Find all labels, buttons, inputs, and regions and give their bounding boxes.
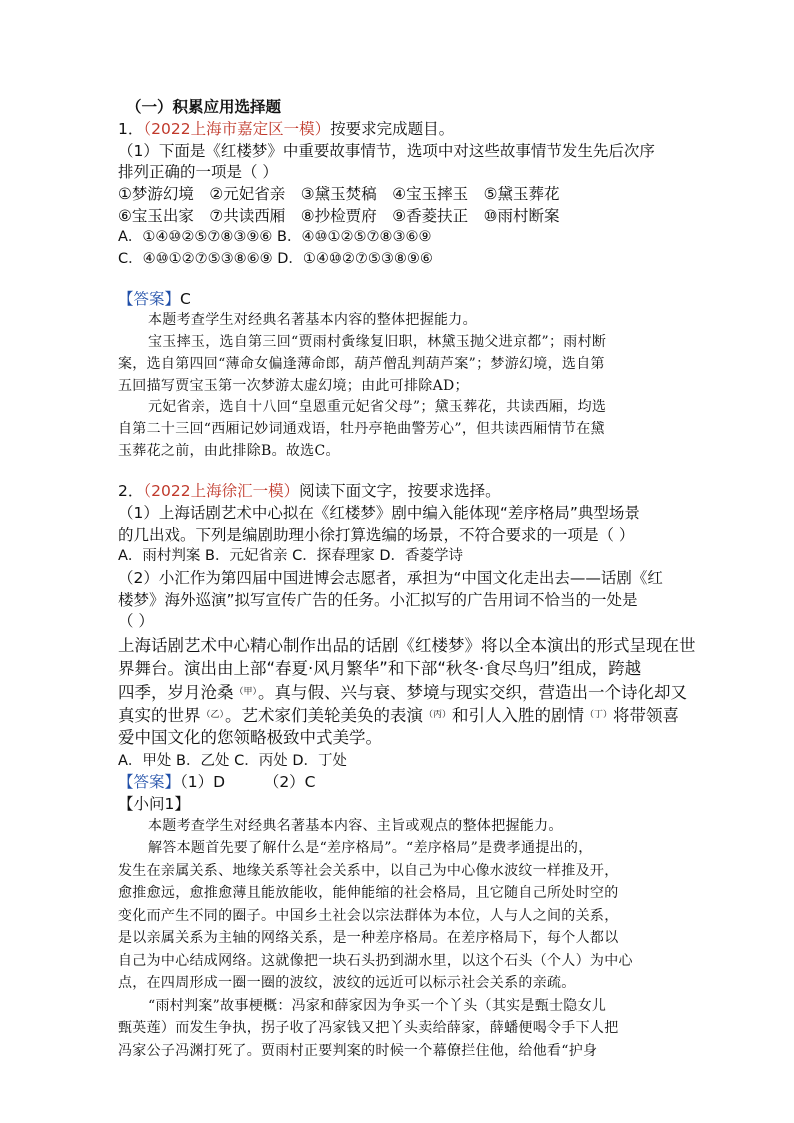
q2-answer: [118, 771, 316, 793]
q2-analysis-line: “雨村判案”故事梗概：冯家和薛家因为争买一个丫头（其实是甄士隐女儿: [148, 998, 607, 1014]
q2-ad-text: 。真与假、兴与衰、梦境与现实交织，营造出一个诗化却又: [258, 683, 688, 702]
q1-analysis-line: 五回描写贾宝玉第一次梦游太虚幻境；由此可排除AD；: [118, 378, 469, 394]
q2-sub2-line1: （2）小汇作为第四届中国进博会志愿者，承担为“中国文化走出去——话剧《红: [118, 569, 663, 587]
q2-answer-label: 【答案】: [118, 773, 181, 791]
q1-events-row1: ①梦游幻境 ②元妃省亲 ③黛玉焚稿 ④宝玉摔玉 ⑤黛玉葬花: [118, 185, 560, 203]
q1-source: （2022上海市嘉定区一模）: [143, 120, 331, 138]
q2-sub1-line2: 的几出戏。下列是编剧助理小徐打算选编的场景，不符合要求的一项是（ ）: [118, 526, 635, 544]
q2-ad-line5: 爱中国文化的您领略极致中式美学。: [118, 728, 382, 747]
q2-ad-text: 和引人入胜的剧情: [452, 706, 585, 725]
q1-analysis-line: 宝玉摔玉，选自第三回“贾雨村夤缘复旧职，林黛玉抛父进京都”；雨村断: [148, 334, 607, 350]
q1-heading: [118, 118, 454, 140]
q2-ad-line2: 界舞台。演出由上部“春夏·风月繁华”和下部“秋冬·食尽鸟归”组成，跨越: [118, 659, 642, 678]
q2-analysis-line: 解答本题首先要了解什么是“差序格局”。“差序格局”是费孝通提出的，: [148, 840, 593, 856]
q1-number: 1．: [118, 120, 144, 138]
q2-source: （2022上海徐汇一模）: [143, 482, 300, 500]
q1-answer-label: 【答案】: [118, 290, 181, 308]
q1-sub1-line1: （1）下面是《红楼梦》中重要故事情节，选项中对这些故事情节发生先后次序: [118, 142, 655, 160]
q2-analysis-line: 冯家公子冯渊打死了。贾雨村正要判案的时候一个幕僚拦住他，给他看“护身: [118, 1043, 598, 1059]
q1-events-row2: ⑥宝玉出家 ⑦共读西厢 ⑧抄检贾府 ⑨香菱扶正 ⑩雨村断案: [118, 207, 560, 225]
q1-analysis-line: 本题考查学生对经典名著基本内容的整体把握能力。: [148, 312, 477, 328]
q2-ad-line1: 上海话剧艺术中心精心制作出品的话剧《红楼梦》将以全本演出的形式呈现在世: [118, 636, 696, 655]
q1-sub1-line2: 排列正确的一项是（ ）: [118, 163, 278, 181]
q1-analysis-line: 玉葬花之前，由此排除B。故选C。: [118, 443, 340, 459]
q2-ad-text: 将带领喜: [613, 706, 680, 725]
q2-analysis-line: 是以亲属关系为主轴的网络关系，是一种差序格局。在差序格局下，每个人都以: [118, 930, 619, 946]
q2-ad-text: 真实的世界: [118, 706, 201, 725]
q2-analysis-line: 本题考查学生对经典名著基本内容、主旨或观点的整体把握能力。: [148, 818, 563, 834]
q1-analysis-line: 元妃省亲，选自十八回“皇恩重元妃省父母”；黛玉葬花，共读西厢，均选: [148, 399, 607, 415]
q2-sub2-line3: （ ）: [118, 612, 154, 630]
mark-jia: （甲）: [234, 687, 258, 697]
q2-analysis-line: 甄英莲）而发生争执，拐子收了冯家钱又把丫头卖给薛家，薛蟠便喝令手下人把: [118, 1020, 619, 1036]
section-title: （一）积累应用选择题: [126, 98, 282, 116]
q2-number: 2．: [118, 482, 144, 500]
q1-analysis-line: 自第二十三回“西厢记妙词通戏语，牡丹亭艳曲警芳心”，但共读西厢情节在黛: [118, 421, 605, 437]
q2-answer-value: （1）D （2）C: [180, 773, 316, 791]
q2-ad-text: 。艺术家们美轮美奂的表演: [225, 706, 424, 725]
q1-options-line1: A．①④⑩②⑤⑦⑧③⑨⑥ B．④⑩①②⑤⑦⑧③⑥⑨: [118, 229, 432, 245]
q2-sub1-options: A．雨村判案 B．元妃省亲 C．探春理家 D．香菱学诗: [118, 548, 463, 564]
q1-answer-value: C: [180, 290, 191, 308]
q2-analysis-line: 发生在亲属关系、地缘关系等社会关系中，以自己为中心像水波纹一样推及开，: [118, 863, 619, 879]
q1-options-line2: C．④⑩①②⑦⑤③⑧⑥⑨ D．①④⑩②⑦⑤③⑧⑨⑥: [118, 251, 433, 267]
q2-analysis-line: 自己为中心结成网络。这就像把一块石头扔到湖水里，以这个石头（个人）为中心: [118, 953, 633, 969]
mark-yi: （乙）: [201, 710, 225, 720]
q2-instruction: 阅读下面文字，按要求选择。: [299, 482, 501, 500]
mark-ding: （丁）: [585, 710, 613, 720]
mark-bing: （丙）: [424, 710, 452, 720]
q2-sub1-line1: （1）上海话剧艺术中心拟在《红楼梦》剧中编入能体现“差序格局”典型场景: [118, 504, 640, 522]
q1-answer: [118, 288, 191, 310]
q1-analysis-line: 案，选自第四回“薄命女偏逢薄命郎，葫芦僧乱判葫芦案”；梦游幻境，选自第: [118, 356, 605, 372]
q2-heading: [118, 480, 501, 502]
q2-analysis-line: 点，在四周形成一圈一圈的波纹，波纹的远近可以标示社会关系的亲疏。: [118, 975, 576, 991]
q2-sub-label: 【小问1】: [118, 795, 190, 813]
q2-ad-line3: [118, 680, 687, 705]
q2-analysis-line: 愈推愈远，愈推愈薄且能放能收，能伸能缩的社会格局，且它随自己所处时空的: [118, 885, 619, 901]
q2-sub2-line2: 楼梦》海外巡演”拟写宣传广告的任务。小汇拟写的广告用词不恰当的一处是: [118, 591, 638, 609]
q2-ad-text: 四季，岁月沧桑: [118, 683, 234, 702]
q2-analysis-line: 变化而产生不同的圈子。中国乡土社会以宗法群体为本位，人与人之间的关系，: [118, 908, 619, 924]
q2-ad-line4: [118, 703, 679, 728]
q2-sub2-options: A．甲处 B．乙处 C．丙处 D．丁处: [118, 753, 347, 769]
q1-instruction: 按要求完成题目。: [330, 120, 455, 138]
